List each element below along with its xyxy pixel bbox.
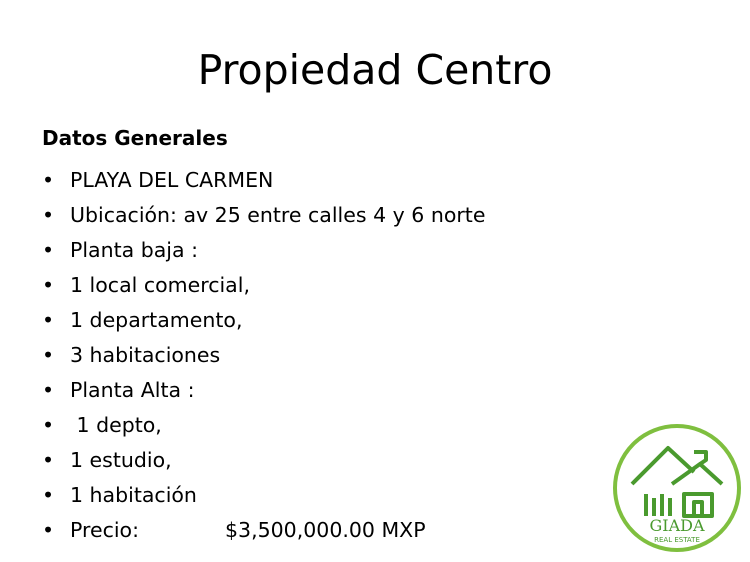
list-item — [42, 163, 485, 198]
bullet-icon: • — [42, 518, 55, 542]
price-label: Precio: — [70, 518, 140, 542]
list-item-text: Ubicación: av 25 entre calles 4 y 6 norte — [70, 203, 486, 227]
price-item — [42, 513, 485, 548]
list-item-text: 1 estudio, — [70, 448, 172, 472]
slide-title: Propiedad Centro — [197, 46, 553, 94]
list-item — [42, 233, 485, 268]
list-item — [42, 408, 485, 443]
bullet-icon: • — [42, 343, 55, 367]
list-item — [42, 303, 485, 338]
bullet-icon: • — [42, 308, 55, 332]
list-item-text: PLAYA DEL CARMEN — [70, 168, 274, 192]
list-item — [42, 443, 485, 478]
section-heading: Datos Generales — [42, 126, 228, 150]
list-item — [42, 478, 485, 513]
list-item-text: 3 habitaciones — [70, 343, 221, 367]
bullet-icon: • — [42, 238, 55, 262]
logo-name: GIADA — [649, 516, 705, 535]
list-item — [42, 198, 485, 233]
list-item — [42, 338, 485, 373]
list-item-text: Planta Alta : — [70, 378, 195, 402]
list-item-text: 1 departamento, — [70, 308, 243, 332]
bullet-icon: • — [42, 378, 55, 402]
list-item — [42, 373, 485, 408]
bullet-icon: • — [42, 483, 55, 507]
list-item-text: 1 local comercial, — [70, 273, 250, 297]
price-value: $3,500,000.00 MXP — [225, 518, 426, 542]
list-item-text: 1 depto, — [70, 413, 162, 437]
bullet-list — [42, 163, 485, 548]
bullet-icon: • — [42, 448, 55, 472]
bullet-icon: • — [42, 413, 55, 437]
list-item-text: 1 habitación — [70, 483, 197, 507]
logo-tagline: REAL ESTATE — [654, 536, 700, 544]
bullet-icon: • — [42, 168, 55, 192]
list-item — [42, 268, 485, 303]
bullet-icon: • — [42, 203, 55, 227]
list-item-text: Planta baja : — [70, 238, 198, 262]
giada-logo — [610, 424, 746, 552]
bullet-icon: • — [42, 273, 55, 297]
